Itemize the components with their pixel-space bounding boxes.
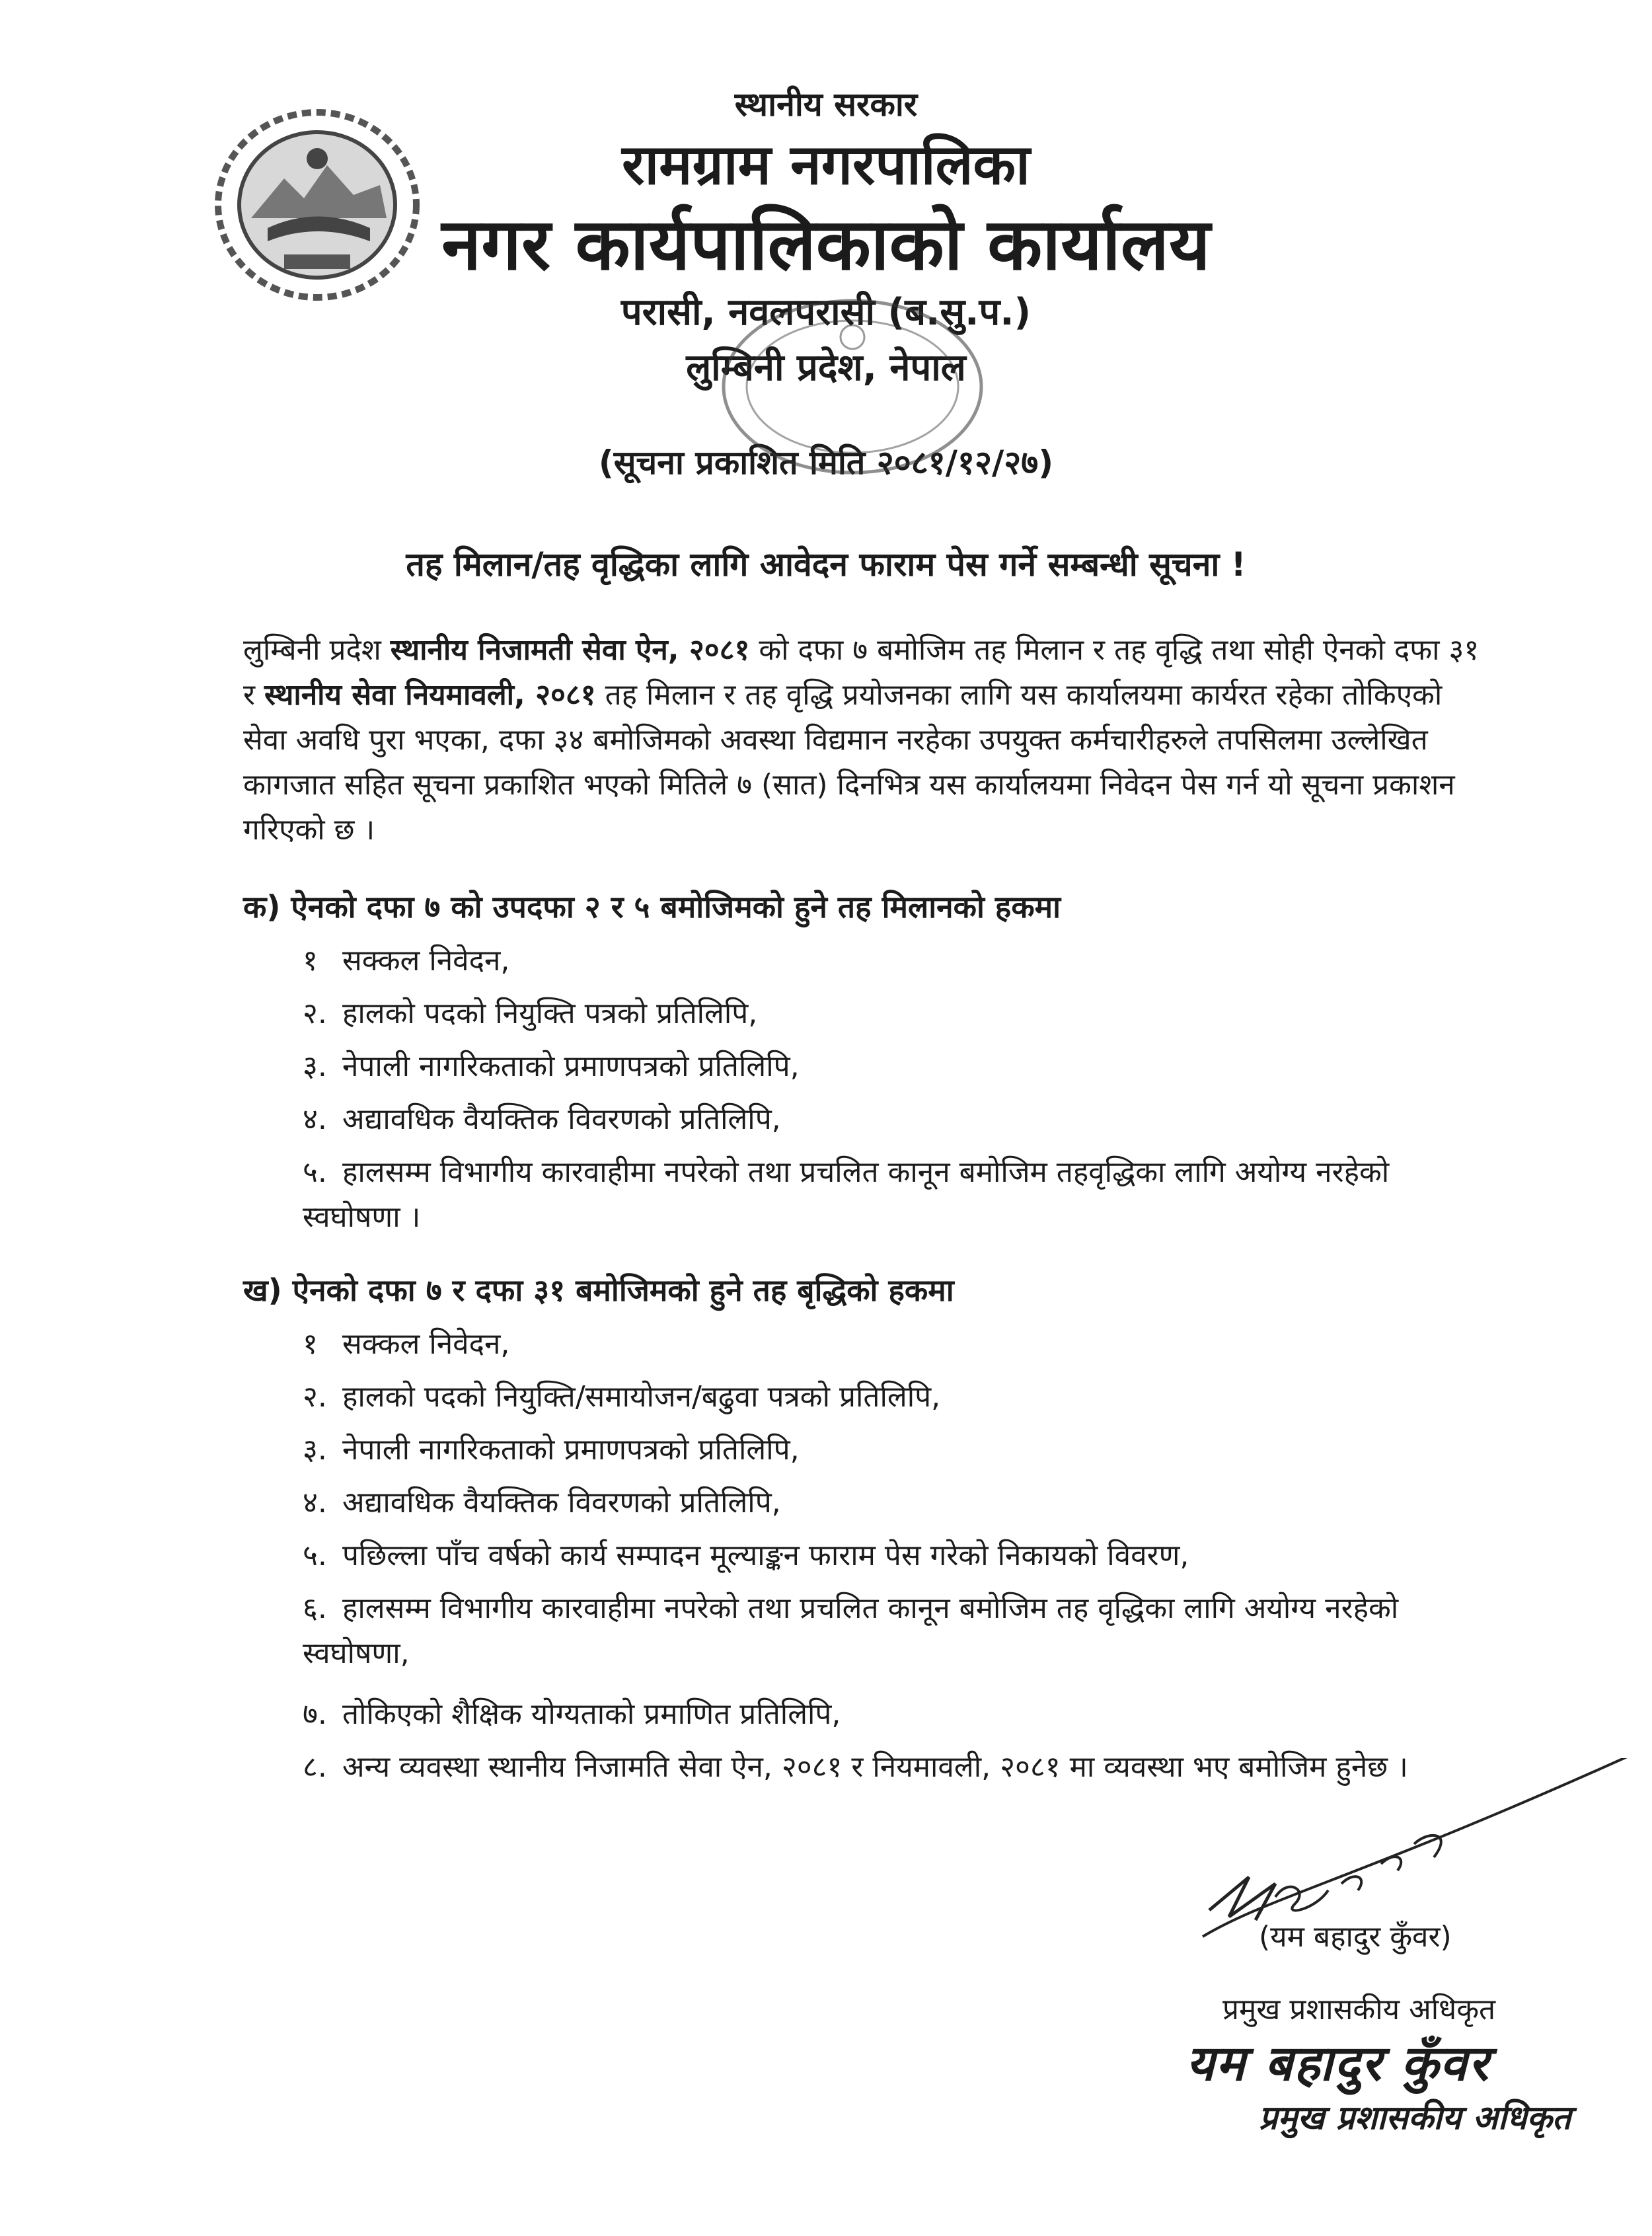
- address-line-2: लुम्बिनी प्रदेश, नेपाल: [686, 346, 966, 389]
- para-part-2: को दफा ७ बमोजिम तह मिलान र तह वृद्धि तथा सोही ऐनको दफा ३१ र: [243, 633, 1480, 712]
- signatory-name: (यम बहादुर कुँवर): [1259, 1920, 1452, 1954]
- section-b-item: ७. तोकिएको शैक्षिक योग्यताको प्रमाणित प्रतिलिपि,: [303, 1697, 841, 1731]
- section-b-item: ८. अन्य व्यवस्था स्थानीय निजामति सेवा ऐन, २०८१ र नियमावली, २०८१ मा व्यवस्था भए बमोजिम हुनेछ ।: [303, 1750, 1408, 1784]
- office-name: नगर कार्यपालिकाको कार्यालय: [441, 204, 1211, 286]
- section-a-item: ३. नेपाली नागरिकताको प्रमाणपत्रको प्रतिलिपि,: [303, 1050, 800, 1083]
- notice-paragraph: [243, 628, 1492, 853]
- publish-date: (सूचना प्रकाशित मिति २०८१/१२/२७): [598, 443, 1054, 482]
- rules-name: स्थानीय सेवा नियमावली, २०८१: [264, 678, 596, 712]
- municipality-name: रामग्राम नगरपालिका: [622, 132, 1030, 197]
- para-part-1: लुम्बिनी प्रदेश: [243, 633, 391, 667]
- name-stamp: यम बहादुर कुँवर: [1186, 2035, 1490, 2092]
- section-b-item: ४. अद्यावधिक वैयक्तिक विवरणको प्रतिलिपि,: [303, 1486, 781, 1520]
- section-a-heading: क) ऐनको दफा ७ को उपदफा २ र ५ बमोजिमको हुने तह मिलानको हकमा: [243, 889, 1061, 925]
- para-part-3: तह मिलान र तह वृद्धि प्रयोजनका लागि यस कार्यालयमा कार्यरत रहेका तोकिएको सेवा अवधि पुरा भएका, दफा ३४ बमोजिमको अवस्था विद्यमान नरहेका उपयुक्त कर्मचारीहरुले तपसिलमा उल्लेखित कागजात सहित सूचना प्रकाशित भएको मितिले ७ (सात) दिनभित्र यस कार्यालयमा निवेदन पेस गर्न यो सूचना प्रकाशन गरिएको छ ।: [243, 678, 1455, 847]
- designation-stamp: प्रमुख प्रशासकीय अधिकृत: [1259, 2099, 1571, 2137]
- section-b-item: १ सक्कल निवेदन,: [303, 1327, 510, 1361]
- section-a-item: ५. हालसम्म विभागीय कारवाहीमा नपरेको तथा प्रचलित कानून बमोजिम तहवृद्धिका लागि अयोग्य नरहेको स्वघोषणा ।: [303, 1155, 1390, 1234]
- section-a-item: २. हालको पदको नियुक्ति पत्रको प्रतिलिपि,: [303, 997, 758, 1030]
- act-name: स्थानीय निजामती सेवा ऐन, २०८१: [390, 633, 750, 667]
- section-a-item: १ सक्कल निवेदन,: [303, 944, 510, 978]
- section-b-item: ३. नेपाली नागरिकताको प्रमाणपत्रको प्रतिलिपि,: [303, 1433, 800, 1467]
- notice-title: तह मिलान/तह वृद्धिका लागि आवेदन फाराम पेस गर्ने सम्बन्धी सूचना !: [406, 545, 1246, 584]
- office-stamp-icon: [714, 291, 991, 482]
- section-b-heading: ख) ऐनको दफा ७ र दफा ३१ बमोजिमको हुने तह बृद्धिको हकमा: [243, 1272, 954, 1308]
- signatory-designation: प्रमुख प्रशासकीय अधिकृत: [1222, 1993, 1496, 2026]
- section-b-item: ५. पछिल्ला पाँच वर्षको कार्य सम्पादन मूल्याङ्कन फाराम पेस गरेको निकायको विवरण,: [303, 1539, 1189, 1572]
- section-b-item: ६. हालसम्म विभागीय कारवाहीमा नपरेको तथा प्रचलित कानून बमोजिम तह वृद्धिका लागि अयोग्य नरहेको स्वघोषणा,: [303, 1592, 1399, 1670]
- address-line-1: परासी, नवलपरासी (ब.सु.प.): [620, 291, 1032, 334]
- section-a-item: ४. अद्यावधिक वैयक्तिक विवरणको प्रतिलिपि,: [303, 1102, 781, 1136]
- government-label: स्थानीय सरकार: [734, 85, 918, 124]
- section-b-item: २. हालको पदको नियुक्ति/समायोजन/बढुवा पत्रको प्रतिलिपि,: [303, 1380, 941, 1414]
